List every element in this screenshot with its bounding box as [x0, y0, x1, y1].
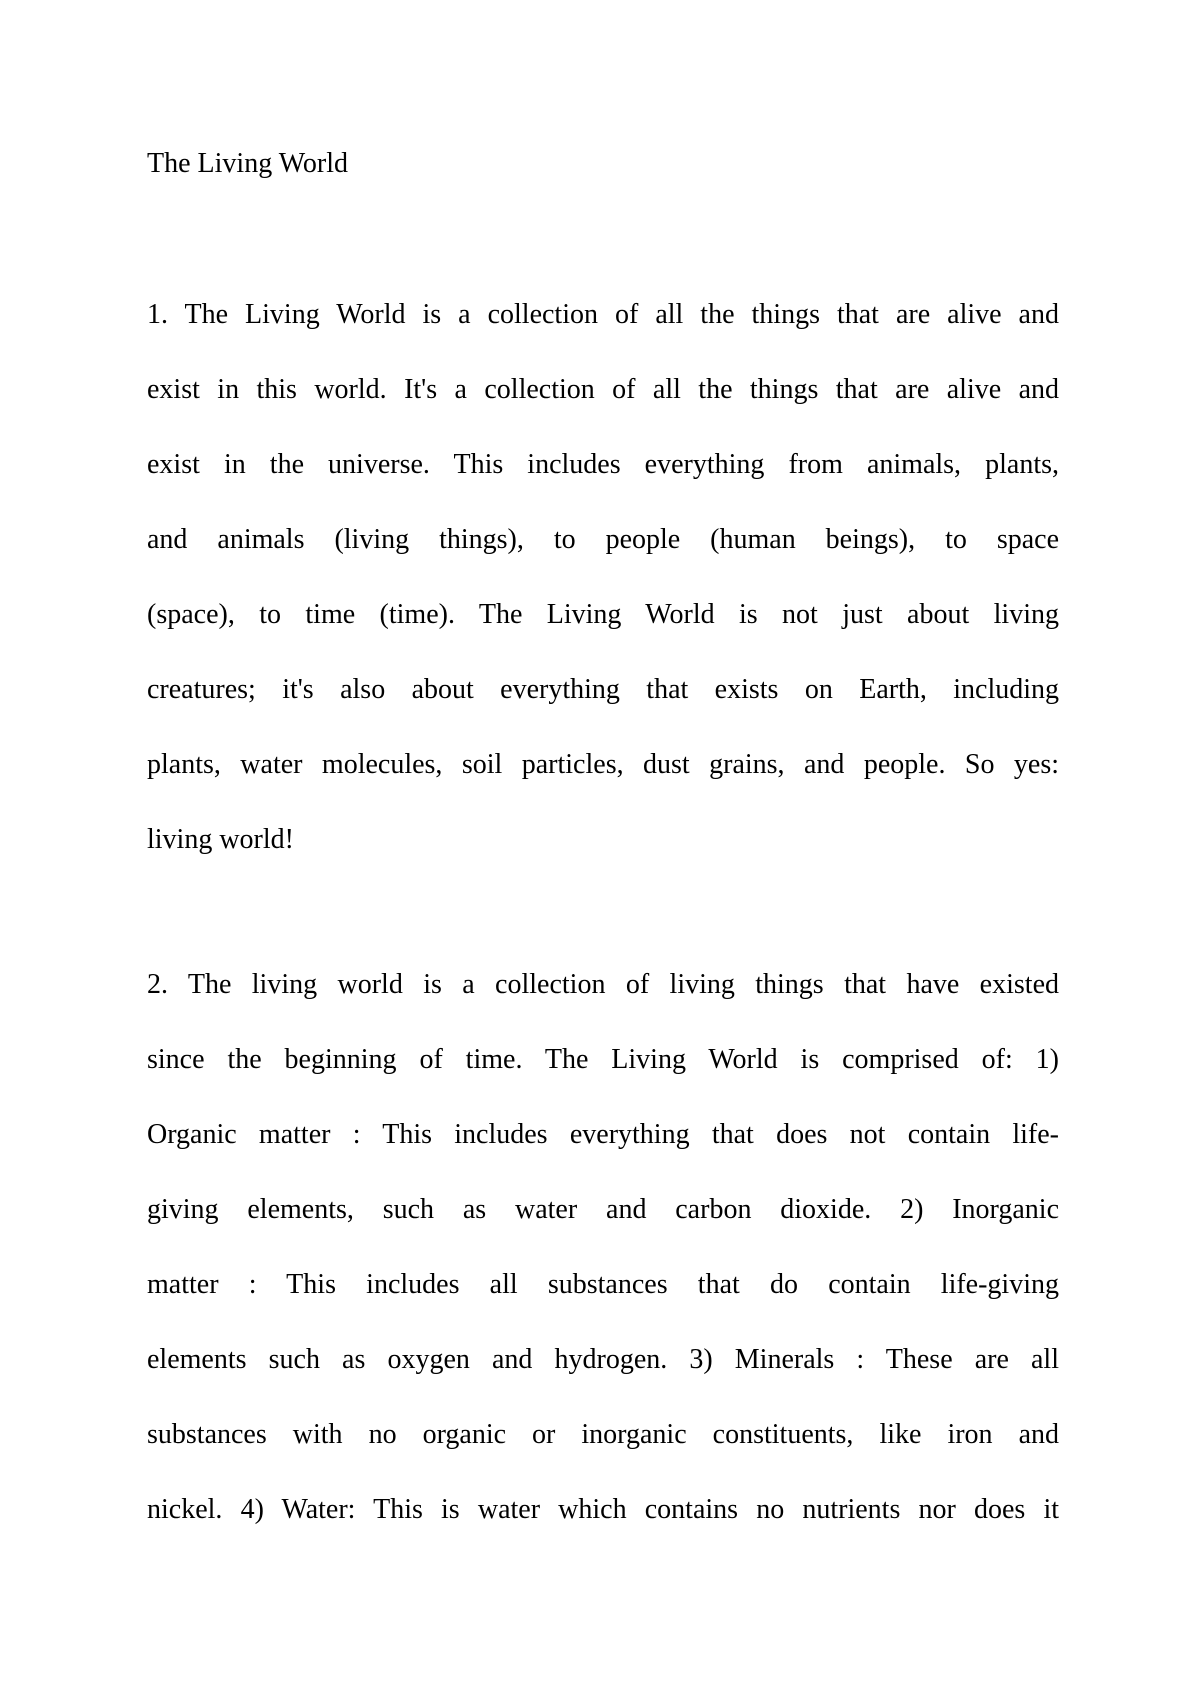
paragraph-line: exist in this world. It's a collection of all the things that are alive and: [147, 374, 1059, 405]
paragraph-line: Organic matter : This includes everything that does not contain life-: [147, 1119, 1059, 1150]
paragraph-line: creatures; it's also about everything that exists on Earth, including: [147, 674, 1059, 705]
paragraph-line: exist in the universe. This includes everything from animals, plants,: [147, 449, 1059, 480]
paragraph-line: 1. The Living World is a collection of all the things that are alive and: [147, 299, 1059, 330]
paragraph-line: matter : This includes all substances that do contain life-giving: [147, 1269, 1059, 1300]
paragraph-line: nickel. 4) Water: This is water which contains no nutrients nor does it: [147, 1494, 1059, 1525]
paragraph-line: plants, water molecules, soil particles, dust grains, and people. So yes:: [147, 749, 1059, 780]
document-title: The Living World: [147, 148, 348, 179]
paragraph-line: living world!: [147, 824, 294, 855]
paragraph-line: elements such as oxygen and hydrogen. 3) Minerals : These are all: [147, 1344, 1059, 1375]
paragraph-line: 2. The living world is a collection of living things that have existed: [147, 969, 1059, 1000]
paragraph-2: [147, 965, 1059, 1565]
paragraph-line: giving elements, such as water and carbon dioxide. 2) Inorganic: [147, 1194, 1059, 1225]
paragraph-1: [147, 295, 1059, 895]
paragraph-line: (space), to time (time). The Living World is not just about living: [147, 599, 1059, 630]
paragraph-line: substances with no organic or inorganic constituents, like iron and: [147, 1419, 1059, 1450]
paragraph-line: since the beginning of time. The Living World is comprised of: 1): [147, 1044, 1059, 1075]
paragraph-line: and animals (living things), to people (human beings), to space: [147, 524, 1059, 555]
